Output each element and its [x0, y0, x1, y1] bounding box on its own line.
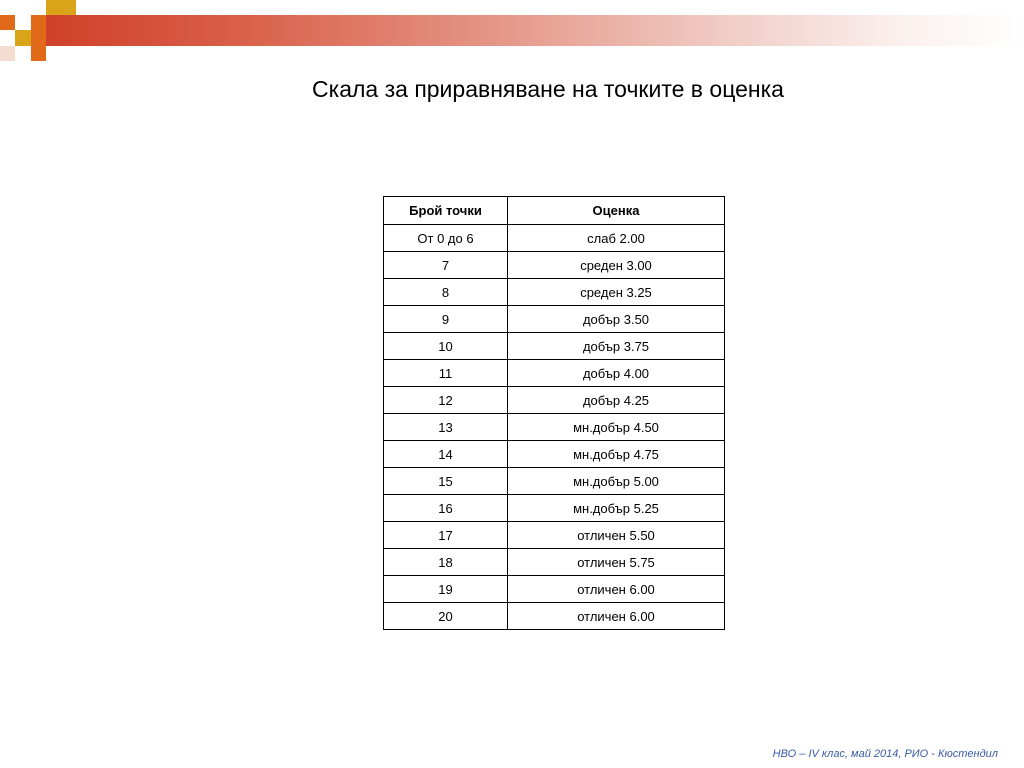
grade-cell: отличен 6.00 [508, 603, 725, 630]
grade-cell: мн.добър 5.25 [508, 495, 725, 522]
table-row [384, 603, 725, 630]
points-cell: 16 [384, 495, 508, 522]
grade-cell: слаб 2.00 [508, 225, 725, 252]
grade-cell: среден 3.25 [508, 279, 725, 306]
header-points: Брой точки [384, 197, 508, 225]
grade-cell: отличен 6.00 [508, 576, 725, 603]
table-row [384, 522, 725, 549]
table-row [384, 360, 725, 387]
table-row [384, 549, 725, 576]
deco-square [31, 46, 46, 61]
points-cell: 15 [384, 468, 508, 495]
deco-square [46, 0, 61, 15]
grade-cell: добър 4.25 [508, 387, 725, 414]
table-row [384, 252, 725, 279]
points-cell: 8 [384, 279, 508, 306]
table-row [384, 576, 725, 603]
grade-cell: мн.добър 5.00 [508, 468, 725, 495]
table-row [384, 441, 725, 468]
points-cell: 18 [384, 549, 508, 576]
header-grade: Оценка [508, 197, 725, 225]
points-cell: 7 [384, 252, 508, 279]
points-cell: 12 [384, 387, 508, 414]
slide-footer: НВО – IV клас, май 2014, РИО - Кюстендил [772, 748, 998, 760]
points-cell: От 0 до 6 [384, 225, 508, 252]
points-cell: 19 [384, 576, 508, 603]
points-cell: 9 [384, 306, 508, 333]
table-row [384, 306, 725, 333]
slide-title: Скала за приравняване на точките в оценка [312, 76, 784, 102]
points-cell: 20 [384, 603, 508, 630]
table-body [384, 225, 725, 630]
table-row [384, 495, 725, 522]
table-row [384, 279, 725, 306]
grade-cell: мн.добър 4.75 [508, 441, 725, 468]
table-row [384, 468, 725, 495]
deco-square [61, 0, 76, 15]
grade-cell: отличен 5.75 [508, 549, 725, 576]
table-row [384, 333, 725, 360]
deco-square [15, 30, 31, 46]
deco-square [31, 30, 46, 46]
points-cell: 13 [384, 414, 508, 441]
points-cell: 10 [384, 333, 508, 360]
header-gradient-bar [46, 15, 1024, 46]
deco-square [31, 15, 46, 30]
table-row [384, 414, 725, 441]
grade-cell: среден 3.00 [508, 252, 725, 279]
points-cell: 11 [384, 360, 508, 387]
points-cell: 14 [384, 441, 508, 468]
table-header-row [384, 197, 725, 225]
grade-cell: мн.добър 4.50 [508, 414, 725, 441]
header-decoration [0, 0, 1024, 62]
deco-square [0, 46, 15, 61]
grade-cell: добър 3.75 [508, 333, 725, 360]
points-cell: 17 [384, 522, 508, 549]
grade-cell: добър 4.00 [508, 360, 725, 387]
deco-square [0, 15, 15, 30]
grade-cell: отличен 5.50 [508, 522, 725, 549]
grade-cell: добър 3.50 [508, 306, 725, 333]
table-row [384, 387, 725, 414]
grading-scale-table [383, 196, 725, 630]
table-row [384, 225, 725, 252]
